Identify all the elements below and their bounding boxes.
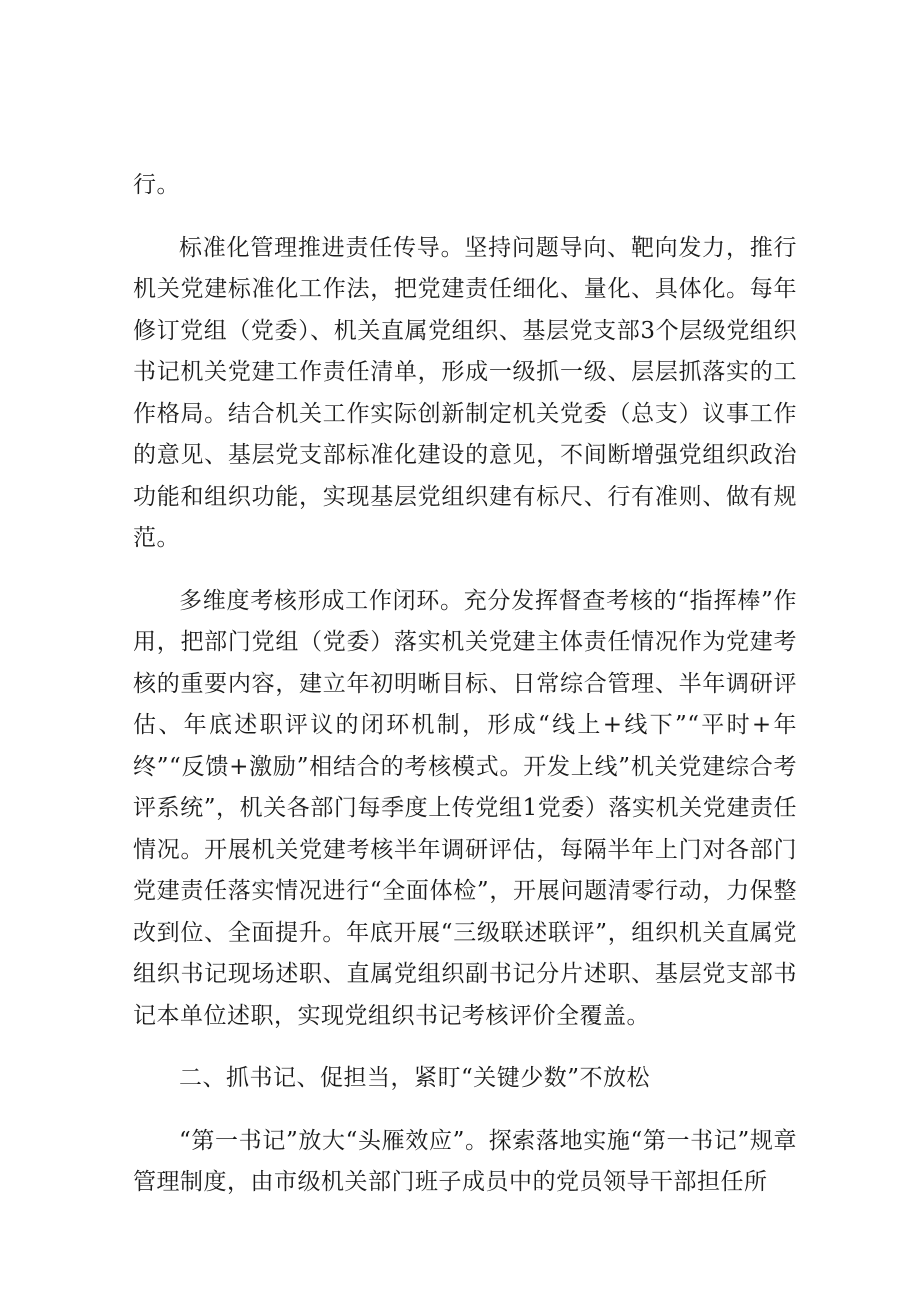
section-heading: 二、抓书记、促担当，紧盯“关键少数”不放松 <box>179 1065 651 1091</box>
document-body <box>133 165 797 1225</box>
paragraph-continuation: 行。 <box>133 172 180 198</box>
paragraph-standardization: 标准化管理推进责任传导。坚持问题导向、靶向发力，推行机关党建标准化工作法，把党建责任细化、量化、具体化。每年修订党组（党委）、机关直属党组织、基层党支部3个层级党组织书记机关党建工作责任清单，形成一级抓一级、层层抓落实的工作格局。结合机关工作实际创新制定机关党委（总支）议事工作的意见、基层党支部标准化建设的意见，不间断增强党组织政治功能和组织功能，实现基层党组织建有标尺、行有准则、做有规范。 <box>133 234 797 551</box>
paragraph-first-secretary: “第一书记”放大“头雁效应”。探索落地实施“第一书记”规章管理制度，由市级机关部门班子成员中的党员领导干部担任所 <box>133 1127 797 1195</box>
paragraph-assessment: 多维度考核形成工作闭环。充分发挥督查考核的“指挥棒”作用，把部门党组（党委）落实机关党建主体责任情况作为党建考核的重要内容，建立年初明晰目标、日常综合管理、半年调研评估、年底述职评议的闭环机制，形成“线上+线下”“平时+年终”“反馈+激励”相结合的考核模式。开发上线”机关党建综合考评系统”，机关各部门每季度上传党组1党委）落实机关党建责任情况。开展机关党建考核半年调研评估，每隔半年上门对各部门党建责任落实情况进行“全面体检”，开展问题清零行动，力保整改到位、全面提升。年底开展“三级联述联评”，组织机关直属党组织书记现场述职、直属党组织副书记分片述职、基层党支部书记本单位述职，实现党组织书记考核评价全覆盖。 <box>133 587 797 1029</box>
